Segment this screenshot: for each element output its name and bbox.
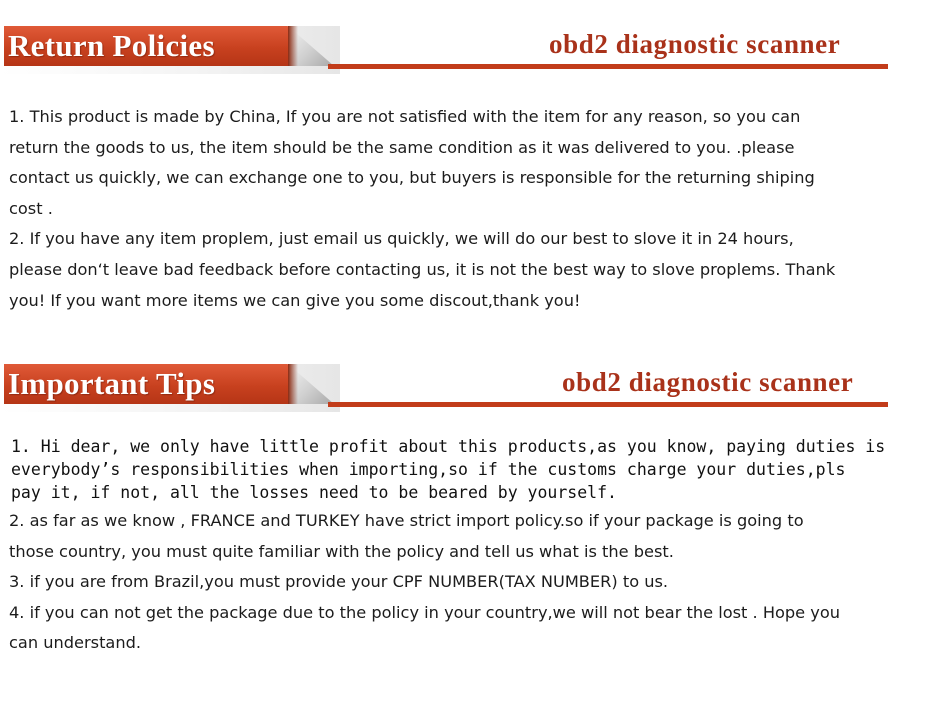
- tips-lead-line: pay it, if not, all the losses need to be beared by yourself.: [11, 483, 617, 502]
- header-rule: [328, 402, 888, 407]
- return-product-name: obd2 diagnostic scanner: [549, 29, 841, 59]
- return-line: contact us quickly, we can exchange one to you, but buyers is responsible for the returning shiping: [9, 168, 815, 188]
- tips-lead-line: everybody’s responsibilities when importing,so if the customs charge your duties,pls: [11, 460, 846, 479]
- important-tips-header: [0, 364, 950, 412]
- tips-product-name: obd2 diagnostic scanner: [562, 367, 854, 397]
- tips-lead-text: [11, 435, 891, 504]
- return-policies-text: [9, 102, 909, 316]
- header-fold-shadow: [288, 364, 298, 404]
- return-line: cost .: [9, 198, 53, 218]
- return-policies-header: [0, 26, 950, 74]
- important-tips-title: Important Tips: [8, 366, 216, 401]
- return-line: please don‘t leave bad feedback before contacting us, it is not the best way to slove proplems. Thank: [9, 259, 836, 279]
- tips-text: [9, 506, 909, 659]
- tips-line: can understand.: [9, 633, 142, 653]
- tips-line: those country, you must quite familiar with the policy and tell us what is the best.: [9, 541, 674, 561]
- tips-line: 3. if you are from Brazil,you must provide your CPF NUMBER(TAX NUMBER) to us.: [9, 572, 669, 592]
- return-line: you! If you want more items we can give you some discout,thank you!: [9, 290, 581, 310]
- return-line: return the goods to us, the item should be the same condition as it was delivered to you. .please: [9, 137, 795, 157]
- return-line: 1. This product is made by China, If you are not satisfied with the item for any reason, so you can: [9, 107, 801, 126]
- header-fold-shadow: [288, 26, 298, 66]
- return-line: 2. If you have any item proplem, just email us quickly, we will do our best to slove it in 24 hours,: [9, 229, 794, 249]
- header-rule: [328, 64, 888, 69]
- return-policies-title: Return Policies: [8, 28, 215, 63]
- tips-line: 4. if you can not get the package due to the policy in your country,we will not bear the lost . Hope you: [9, 602, 841, 622]
- tips-line: 2. as far as we know , FRANCE and TURKEY have strict import policy.so if your package is going to: [9, 511, 804, 530]
- tips-lead-line: 1. Hi dear, we only have little profit about this products,as you know, paying duties is: [11, 437, 886, 456]
